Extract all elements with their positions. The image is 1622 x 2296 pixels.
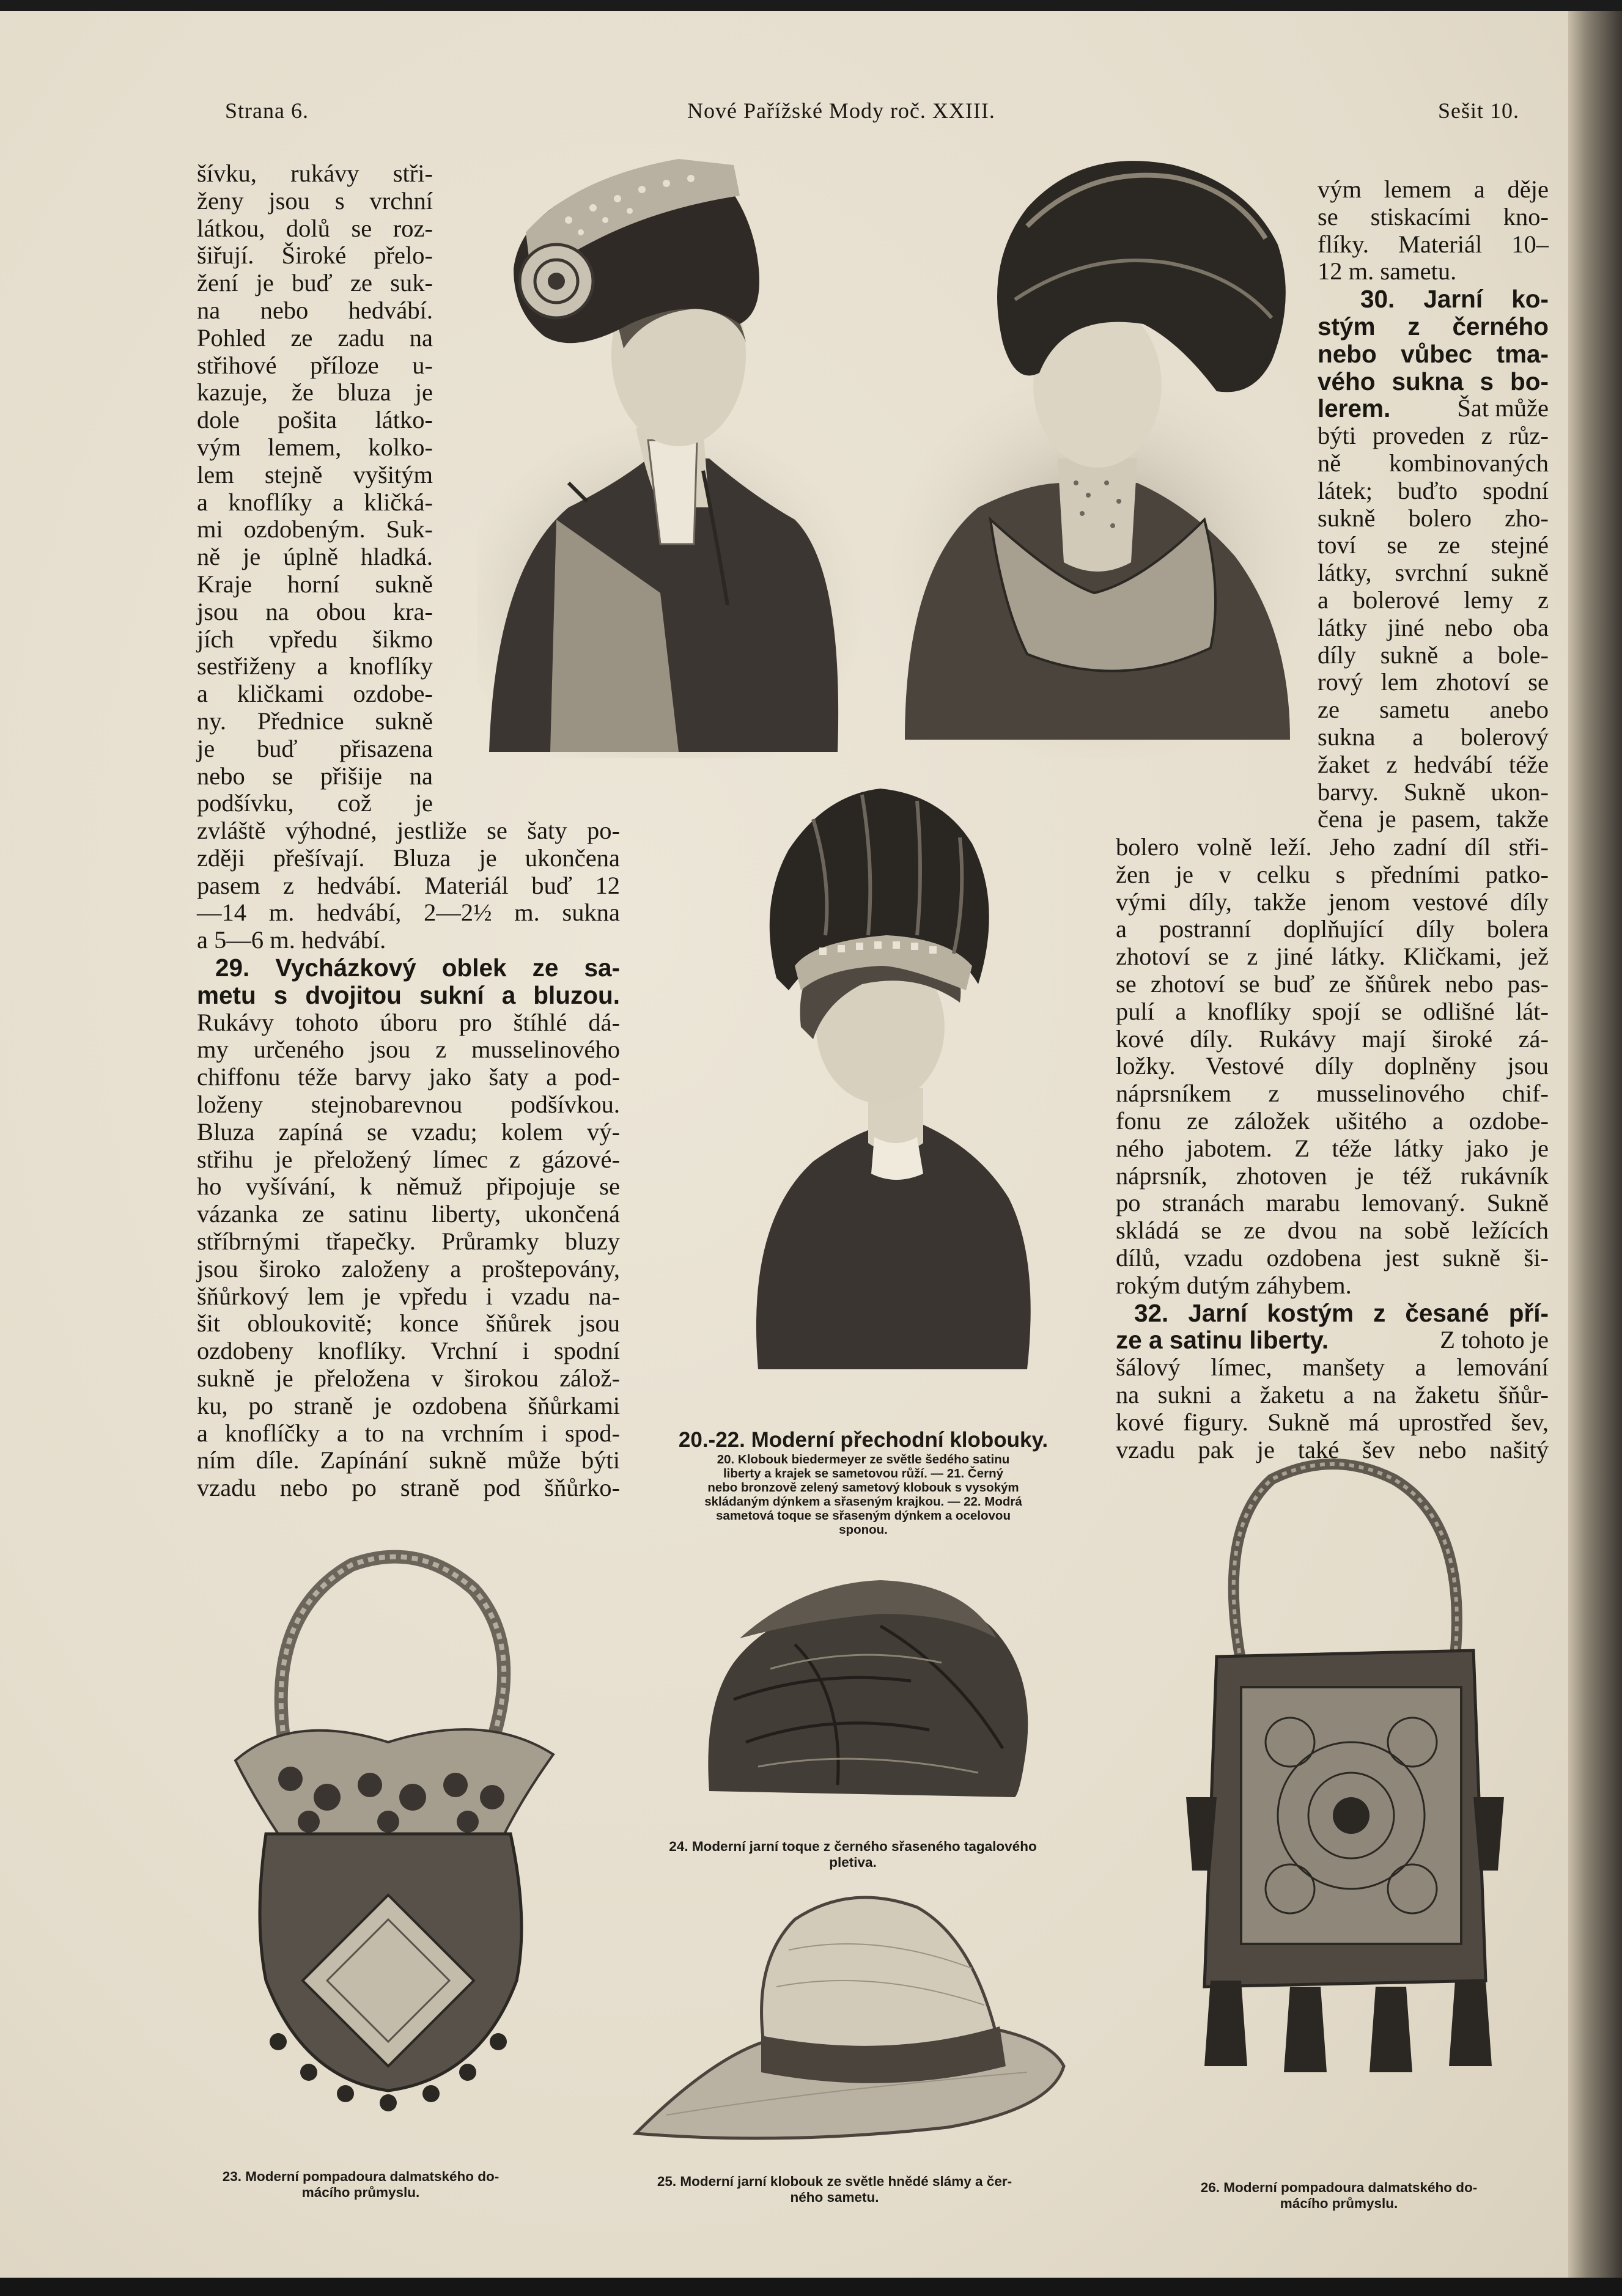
item-30-heading-cont: nebo vůbec tma-: [1318, 339, 1549, 368]
text-line: Kraje horní sukně: [197, 570, 433, 598]
right-column-narrow: [1318, 176, 1549, 833]
text-line: čena je pasem, takže: [1318, 805, 1549, 833]
text-line: Pohled ze zadu na: [197, 323, 433, 351]
text-line: díly sukně a bole-: [1318, 641, 1549, 669]
text-line: látek; buďto spodní: [1318, 476, 1549, 504]
caption-line: 25. Moderní jarní klobouk ze světle hnědé slámy a čer-: [657, 2174, 1012, 2189]
text-line: a knoflíčky a to na vrchním i spod-: [197, 1419, 620, 1447]
item-29-heading-cont: metu s dvojitou sukní a bluzou.: [197, 981, 620, 1009]
text-line: šňůrkový lem je vpředu i vzadu na-: [197, 1282, 620, 1310]
caption-line: liberty a krajek se sametovou růží. — 21. Černý: [723, 1466, 1004, 1481]
left-column-wide: [197, 817, 620, 1502]
text-line: —14 m. hedvábí, 2—2½ m. sukna: [197, 899, 620, 927]
text-line: kové figury. Sukně má uprostřed šev,: [1116, 1408, 1549, 1436]
caption-bag-26: [1143, 2180, 1535, 2212]
illustration-straw-hat-25: [630, 1889, 1070, 2146]
text-line: rokým dutým záhybem.: [1116, 1271, 1352, 1299]
text-line: střihu je přeložený límec z gázové-: [197, 1145, 620, 1173]
text-line: sukně je přeložena v širokou zálož-: [197, 1364, 620, 1392]
item-32-heading-cont: ze a satinu liberty.: [1116, 1326, 1329, 1355]
text-line: Bluza zapíná se vzadu; kolem vý-: [197, 1117, 620, 1146]
text-line: vázanka ze satinu liberty, ukončená: [197, 1200, 620, 1228]
text-line: skládá se ze dvou na sobě ležících: [1116, 1216, 1549, 1245]
text-line: nebo se přišije na: [197, 762, 433, 790]
item-30-heading: 30. Jarní ko-: [1360, 285, 1549, 314]
item-32-heading: 32. Jarní kostým z česané pří-: [1134, 1298, 1549, 1327]
text-line: chiffonu téže barvy jako šaty a pod-: [197, 1063, 620, 1091]
scan-bottom-edge: [0, 2278, 1622, 2296]
text-line: jsou na obou kra-: [197, 597, 433, 625]
caption-line: skládaným dýnkem a sřaseným krajkou. — 22. Modrá: [704, 1495, 1022, 1509]
text-line: a bolerové lemy z: [1318, 586, 1549, 614]
text-line: náprsník, zhotoven je též rukávník: [1116, 1161, 1549, 1190]
text-line: lem stejně vyšitým: [197, 460, 433, 488]
text-line: ného jabotem. Z téže látky jako je: [1116, 1134, 1549, 1162]
page-number-header: Strana 6.: [225, 98, 309, 123]
text-line: fonu ze záložek ušitého a ozdobe-: [1116, 1106, 1549, 1135]
text-line: šálový límec, manšety a lemování: [1116, 1353, 1549, 1382]
text-line: se zhotoví se buď ze šňůrek nebo pas-: [1116, 970, 1549, 998]
magazine-title-header: Nové Pařížské Mody roč. XXIII.: [687, 98, 995, 123]
text-line: na sukni a žaketu a na žaketu šňůr-: [1116, 1380, 1549, 1408]
text-line: vzadu nebo po straně pod šňůrko-: [197, 1474, 620, 1502]
text-line: ně je úplně hladká.: [197, 543, 433, 571]
item-29-heading: 29. Vycházkový oblek ze sa-: [215, 953, 620, 982]
text-line: [1116, 1326, 1549, 1354]
text-line: a postranní doplňující díly bolera: [1116, 915, 1549, 943]
figure-21-woman-velvet-hat: [893, 161, 1302, 758]
illustration-pompadour-bag-26: [1149, 1455, 1541, 2127]
text-line: je buď přisazena: [197, 734, 433, 762]
text-line: ku, po straně je ozdobena šňůrkami: [197, 1391, 620, 1419]
caption-line: mácího průmyslu.: [301, 2185, 420, 2200]
text-line: ložky. Vestové díly doplněny jsou: [1116, 1052, 1549, 1080]
caption-line: mácího průmyslu.: [1280, 2196, 1398, 2211]
caption-toque-24: [611, 1839, 1094, 1871]
caption-line: nebo bronzově zelený sametový klobouk s vysokým: [707, 1481, 1019, 1495]
text-line: dílů, vzadu ozdobena jest sukně ši-: [1116, 1243, 1549, 1271]
issue-number-header: Sešit 10.: [1438, 98, 1520, 123]
text-line: mi ozdobeným. Suk-: [197, 515, 433, 543]
text-line: pasem z hedvábí. Materiál buď 12: [197, 871, 620, 899]
text-line: ze sametu anebo: [1318, 696, 1549, 724]
text-line: látky, svrchní sukně: [1318, 559, 1549, 587]
caption-line: 26. Moderní pompadoura dalmatského do-: [1200, 2180, 1478, 2195]
text-line: Rukávy tohoto úboru pro štíhlé dá-: [197, 1008, 620, 1036]
text-line: my určeného jsou z musselinového: [197, 1036, 620, 1064]
item-30-heading-cont: vého sukna s bo-: [1318, 367, 1549, 396]
text-line: bolero volně leží. Jeho zadní díl stři-: [1116, 833, 1549, 861]
text-line: sukně bolero zho-: [1318, 504, 1549, 532]
illustration-pompadour-bag-23: [217, 1540, 566, 2127]
text-line: toví se ze stejné: [1318, 531, 1549, 559]
text-line: jích vpředu šikmo: [197, 625, 433, 653]
caption-line: ného sametu.: [790, 2190, 879, 2205]
text-line: ozdobeny knoflíky. Vrchní i spodní: [197, 1337, 620, 1365]
text-line: vým lemem a děje: [1318, 175, 1549, 203]
text-line: rový lem zhotoví se: [1318, 668, 1549, 696]
text-line: žen je v celku s předními patko-: [1116, 860, 1549, 888]
caption-title: 20.-22. Moderní přechodní klobouky.: [678, 1428, 1049, 1452]
text-line: střihové příloze u-: [197, 351, 433, 379]
caption-line: sponou.: [839, 1523, 888, 1537]
text-line: býti proveden z růz-: [1318, 422, 1549, 450]
illustration-hat-22: [721, 782, 1052, 1369]
text-line: žaket z hedvábí téže: [1318, 750, 1549, 778]
text-line: látkou, dolů se roz-: [197, 214, 433, 242]
text-line: sukna a bolerový: [1318, 723, 1549, 751]
text-line: na nebo hedvábí.: [197, 296, 433, 324]
text-line: šívku, rukávy stři-: [197, 160, 433, 187]
text-fragment: Z tohoto je: [1440, 1326, 1549, 1354]
text-line: podšívku, což je: [197, 789, 433, 817]
text-fragment: Šat může: [1457, 394, 1549, 422]
text-line: flíky. Materiál 10–: [1318, 230, 1549, 258]
text-line: a knoflíky a kličká-: [197, 488, 433, 516]
text-line: ny. Přednice sukně: [197, 707, 433, 735]
illustration-toque-24: [697, 1547, 1039, 1803]
right-column-wide: [1116, 834, 1549, 1463]
text-line: ho vyšívání, k němuž připojuje se: [197, 1172, 620, 1201]
text-line: [1318, 395, 1549, 422]
caption-line: 23. Moderní pompadoura dalmatského do-: [222, 2169, 500, 2184]
left-column-narrow: [197, 160, 433, 817]
text-line: loženy stejnobarevnou podšívkou.: [197, 1090, 620, 1118]
illustration-hats-20-21: [477, 141, 1302, 758]
caption-bag-23: [165, 2169, 556, 2201]
text-line: zhotoví se z jiné látky. Kličkami, jež: [1116, 943, 1549, 971]
caption-line: sametová toque se sřaseným dýnkem a ocelovou: [716, 1509, 1011, 1523]
figure-20-woman-biedermeyer-hat: [477, 159, 862, 758]
text-line: barvy. Sukně ukon-: [1318, 778, 1549, 806]
text-line: 12 m. sametu.: [1318, 257, 1457, 285]
text-line: šit obloukovitě; konce šňůrek jsou: [197, 1309, 620, 1337]
caption-straw-hat-25: [590, 2174, 1079, 2206]
text-line: látky jiné nebo oba: [1318, 613, 1549, 641]
text-line: pulí a knoflíky spojí se odlišné lát-: [1116, 997, 1549, 1025]
text-line: šiřují. Široké přelo-: [197, 241, 433, 270]
text-line: a kličkami ozdobe-: [197, 680, 433, 708]
text-line: stříbrnými třapečky. Průramky bluzy: [197, 1227, 620, 1255]
caption-hats-20-22: [649, 1428, 1077, 1537]
text-line: kazuje, že bluza je: [197, 378, 433, 407]
text-line: po stranách marabu lemovaný. Sukně: [1116, 1189, 1549, 1217]
text-line: kové díly. Rukávy mají široké zá-: [1116, 1025, 1549, 1053]
text-line: ně kombinovaných: [1318, 449, 1549, 477]
text-line: dole pošita látko-: [197, 406, 433, 434]
text-line: sestřiženy a knoflíky: [197, 652, 433, 680]
text-line: se stiskacími kno-: [1318, 202, 1549, 230]
caption-line: 20. Klobouk biedermeyer ze světle šedého satinu: [717, 1452, 1010, 1466]
text-line: ním díle. Zapínání sukně může býti: [197, 1446, 620, 1474]
text-line: ženy jsou s vrchní: [197, 186, 433, 215]
item-30-heading-tail: lerem.: [1318, 394, 1391, 423]
caption-line: 24. Moderní jarní toque z černého sřaseného tagalového: [669, 1839, 1037, 1854]
caption-line: pletiva.: [829, 1855, 877, 1870]
text-line: a 5—6 m. hedvábí.: [197, 926, 386, 954]
text-line: žení je buď ze suk-: [197, 269, 433, 297]
text-line: vými díly, takže jenom vestové díly: [1116, 888, 1549, 916]
text-line: zději přešívají. Bluza je ukončena: [197, 844, 620, 872]
text-line: vzadu pak je také šev nebo našitý: [1116, 1435, 1549, 1463]
item-30-heading-cont: stým z černého: [1318, 312, 1549, 340]
text-line: jsou široko založeny a proštepovány,: [197, 1254, 620, 1282]
text-line: zvláště výhodné, jestliže se šaty po-: [197, 817, 620, 844]
text-line: vým lemem, kolko-: [197, 433, 433, 461]
text-line: náprsníkem z musselinového chif-: [1116, 1080, 1549, 1108]
book-spine-shadow: [1568, 11, 1622, 2278]
